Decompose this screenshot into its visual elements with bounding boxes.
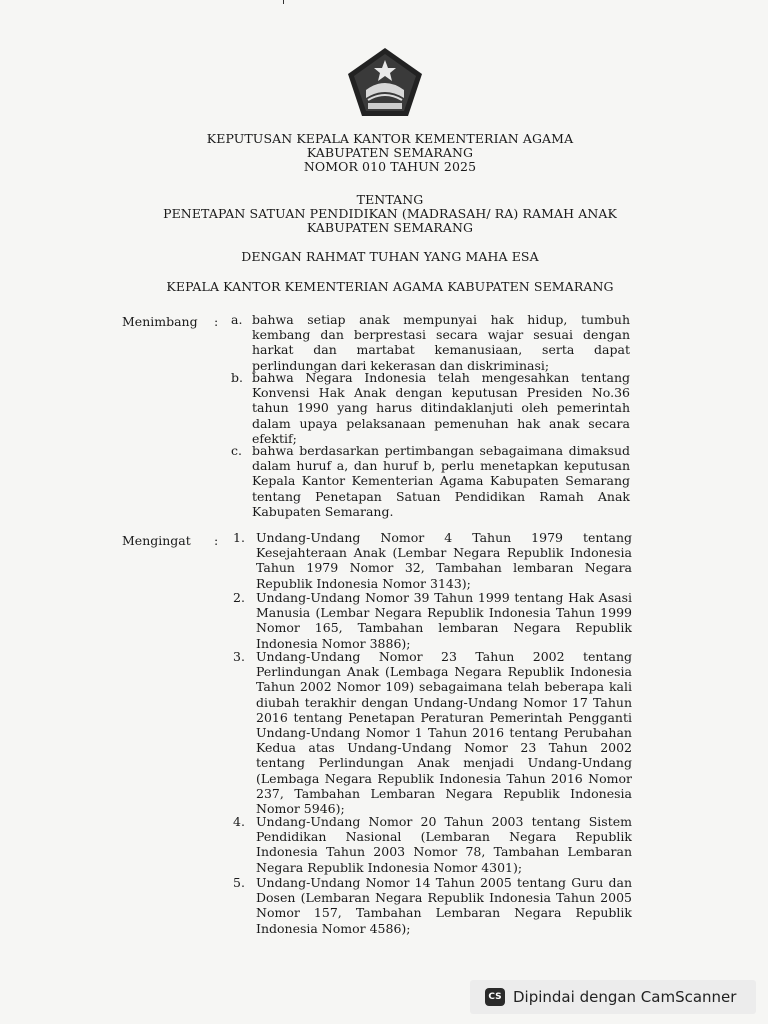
title-line: KEPUTUSAN KEPALA KANTOR KEMENTERIAN AGAMA xyxy=(206,131,574,146)
kementerian-agama-emblem-icon xyxy=(346,46,424,118)
subject-line: KABUPATEN SEMARANG xyxy=(306,220,474,235)
mengingat-item-2: Undang-Undang Nomor 39 Tahun 1999 tentang Hak Asasi Manusia (Lembar Negara Republik Indonesia Tahun 1999 Nomor 165, Tambahan lembaran Negara Republik Indonesia Nomor 3886); xyxy=(256,590,632,651)
menimbang-colon: : xyxy=(214,314,219,329)
menimbang-marker-b: b. xyxy=(231,370,243,385)
mengingat-label: Mengingat xyxy=(122,533,191,548)
menimbang-marker-a: a. xyxy=(231,312,243,327)
mengingat-marker-5: 5. xyxy=(233,875,245,890)
menimbang-item-b: bahwa Negara Indonesia telah mengesahkan tentang Konvensi Hak Anak dengan keputusan Presiden No.36 tahun 1990 yang harus ditindaklanjuti oleh pemerintah dalam upaya pelaksanaan pemenuhan hak anak secara efektif; xyxy=(252,370,630,446)
decree-title xyxy=(100,132,680,174)
mengingat-marker-4: 4. xyxy=(233,814,245,829)
mengingat-item-5: Undang-Undang Nomor 14 Tahun 2005 tentang Guru dan Dosen (Lembaran Negara Republik Indonesia Tahun 2005 Nomor 157, Tambahan Lembaran Negara Republik Indonesia Nomor 4586); xyxy=(256,875,632,936)
camscanner-icon: CS xyxy=(485,988,505,1006)
menimbang-marker-c: c. xyxy=(231,443,242,458)
invocation: DENGAN RAHMAT TUHAN YANG MAHA ESA xyxy=(241,249,539,264)
camscanner-watermark xyxy=(470,980,756,1014)
watermark-label: Dipindai dengan CamScanner xyxy=(513,988,737,1006)
mengingat-item-3: Undang-Undang Nomor 23 Tahun 2002 tentang Perlindungan Anak (Lembaga Negara Republik Indonesia Tahun 2002 Nomor 109) sebagaimana telah beberapa kali diubah terakhir dengan Undang-Undang Nomor 17 Tahun 2016 tentang Penetapan Peraturan Pemerintah Pengganti Undang-Undang Nomor 1 Tahun 2016 tentang Perubahan Kedua atas Undang-Undang Nomor 23 Tahun 2002 tentang Perlindungan Anak menjadi Undang-Undang (Lembaga Negara Republik Indonesia Tahun 2016 Nomor 237, Tambahan Lembaran Negara Republik Indonesia Nomor 5946); xyxy=(256,649,632,817)
mengingat-marker-2: 2. xyxy=(233,590,245,605)
mengingat-item-4: Undang-Undang Nomor 20 Tahun 2003 tentang Sistem Pendidikan Nasional (Lembaran Negara Republik Indonesia Tahun 2003 Nomor 78, Tambahan Lembaran Negara Republik Indonesia Nomor 4301); xyxy=(256,814,632,875)
decree-subject xyxy=(100,193,680,235)
issuer-title: KEPALA KANTOR KEMENTERIAN AGAMA KABUPATEN SEMARANG xyxy=(166,279,614,294)
menimbang-item-a: bahwa setiap anak mempunyai hak hidup, tumbuh kembang dan berprestasi secara wajar sesuai dengan harkat dan martabat kemanusiaan, serta dapat perlindungan dari kekerasan dan diskriminasi; xyxy=(252,312,630,373)
mengingat-marker-1: 1. xyxy=(233,530,245,545)
title-line: KABUPATEN SEMARANG xyxy=(306,145,474,160)
menimbang-item-c: bahwa berdasarkan pertimbangan sebagaimana dimaksud dalam huruf a, dan huruf b, perlu menetapkan keputusan Kepala Kantor Kementerian Agama Kabupaten Semarang tentang Penetapan Satuan Pendidikan Ramah Anak Kabupaten Semarang. xyxy=(252,443,630,519)
mengingat-item-1: Undang-Undang Nomor 4 Tahun 1979 tentang Kesejahteraan Anak (Lembar Negara Republik Indonesia Tahun 1979 Nomor 32, Tambahan lembaran Negara Republik Indonesia Nomor 3143); xyxy=(256,530,632,591)
title-line: NOMOR 010 TAHUN 2025 xyxy=(303,159,477,174)
subject-line: TENTANG xyxy=(356,192,424,207)
mengingat-marker-3: 3. xyxy=(233,649,245,664)
subject-line: PENETAPAN SATUAN PENDIDIKAN (MADRASAH/ RA) RAMAH ANAK xyxy=(163,206,617,221)
menimbang-label: Menimbang xyxy=(122,314,198,329)
scan-mark xyxy=(283,0,284,4)
mengingat-colon: : xyxy=(214,533,219,548)
